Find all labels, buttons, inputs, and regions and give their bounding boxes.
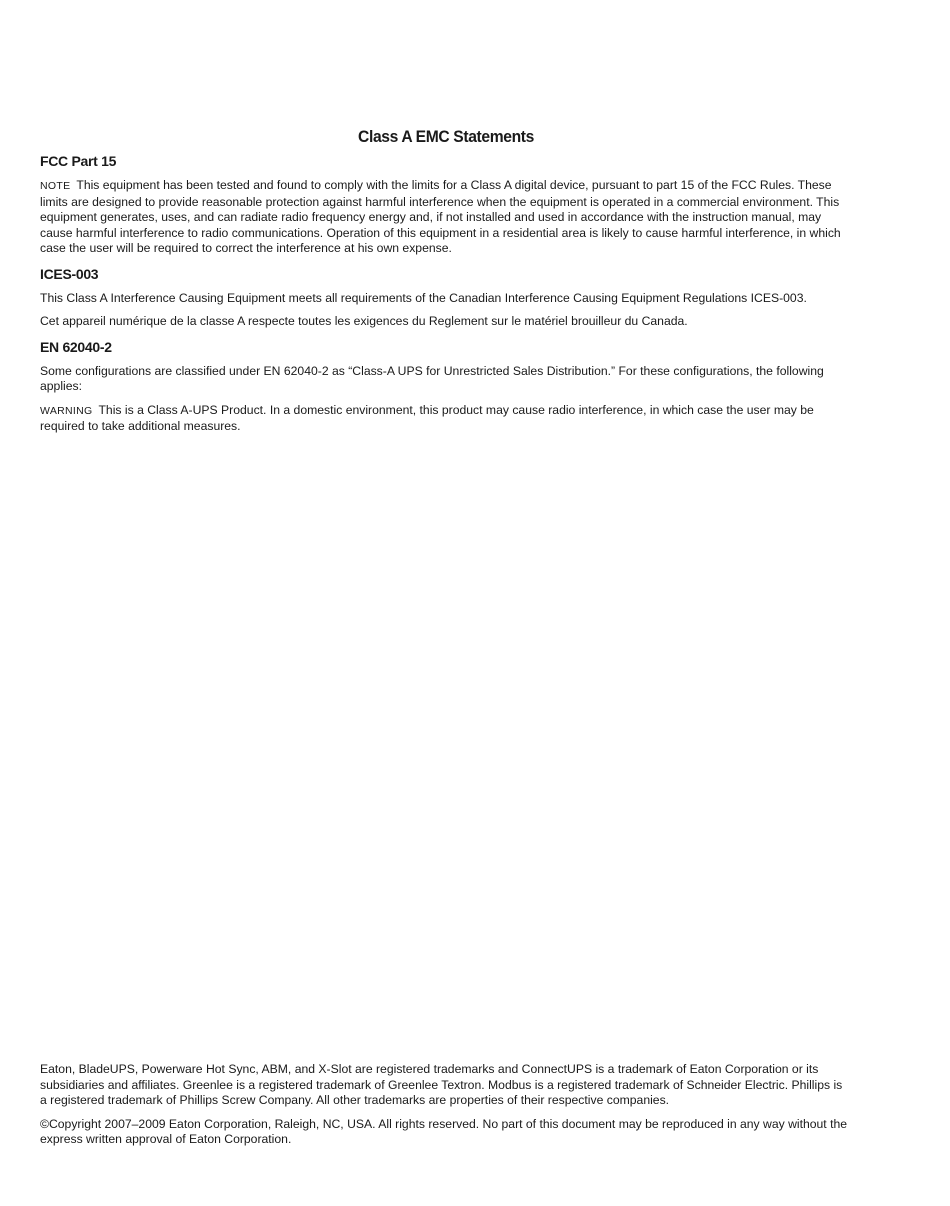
note-label: NOTE <box>40 180 71 192</box>
legal-footer <box>40 1062 852 1156</box>
ices-paragraph-french: Cet appareil numérique de la classe A respecte toutes les exigences du Reglement sur le matériel brouilleur du Canada. <box>40 314 688 328</box>
en-warning <box>40 403 852 435</box>
warning-label: WARNING <box>40 404 93 417</box>
ices-section <box>40 266 852 330</box>
ices-paragraph-english: This Class A Interference Causing Equipment meets all requirements of the Canadian Interference Causing Equipment Regulations ICES-003. <box>40 290 807 305</box>
en-section <box>40 339 852 435</box>
fcc-heading: FCC Part 15 <box>40 153 117 169</box>
fcc-section <box>40 153 852 257</box>
ices-heading: ICES-003 <box>40 265 99 282</box>
en-heading: EN 62040-2 <box>40 338 112 355</box>
page-title: Class A EMC Statements <box>358 127 534 146</box>
fcc-note <box>40 178 852 257</box>
en-paragraph: Some configurations are classified under EN 62040-2 as “Class-A UPS for Unrestricted Sales Distribution.” For these configurations, the following applies: <box>40 363 824 393</box>
document-page <box>40 0 852 1206</box>
trademarks-paragraph: Eaton, BladeUPS, Powerware Hot Sync, ABM, and X-Slot are registered trademarks and ConnectUPS is a trademark of Eaton Corporation or its subsidiaries and affiliates. Greenlee is a registered trademark of Greenlee Textron. Modbus is a registered trademark of Schneider Electric. Phillips is a registered trademark of Phillips Screw Company. All other trademarks are properties of their respective companies. <box>40 1062 843 1107</box>
fcc-note-text: This equipment has been tested and found to comply with the limits for a Class A digital device, pursuant to part 15 of the FCC Rules. These limits are designed to provide reasonable protection against harmful interference when the equipment is operated in a commercial environment. This equipment generates, uses, and can radiate radio frequency energy and, if not installed and used in accordance with the instruction manual, may cause harmful interference to radio communications. Operation of this equipment in a residential area is likely to cause harmful interference, in which case the user will be required to correct the interference at his own expense. <box>40 178 841 255</box>
copyright-paragraph: ©Copyright 2007–2009 Eaton Corporation, Raleigh, NC, USA. All rights reserved. No part of this document may be reproduced in any way without the express written approval of Eaton Corporation. <box>40 1116 848 1146</box>
document-body <box>40 153 852 443</box>
en-warning-text: This is a Class A-UPS Product. In a domestic environment, this product may cause radio interference, in which case the user may be required to take additional measures. <box>40 402 814 433</box>
